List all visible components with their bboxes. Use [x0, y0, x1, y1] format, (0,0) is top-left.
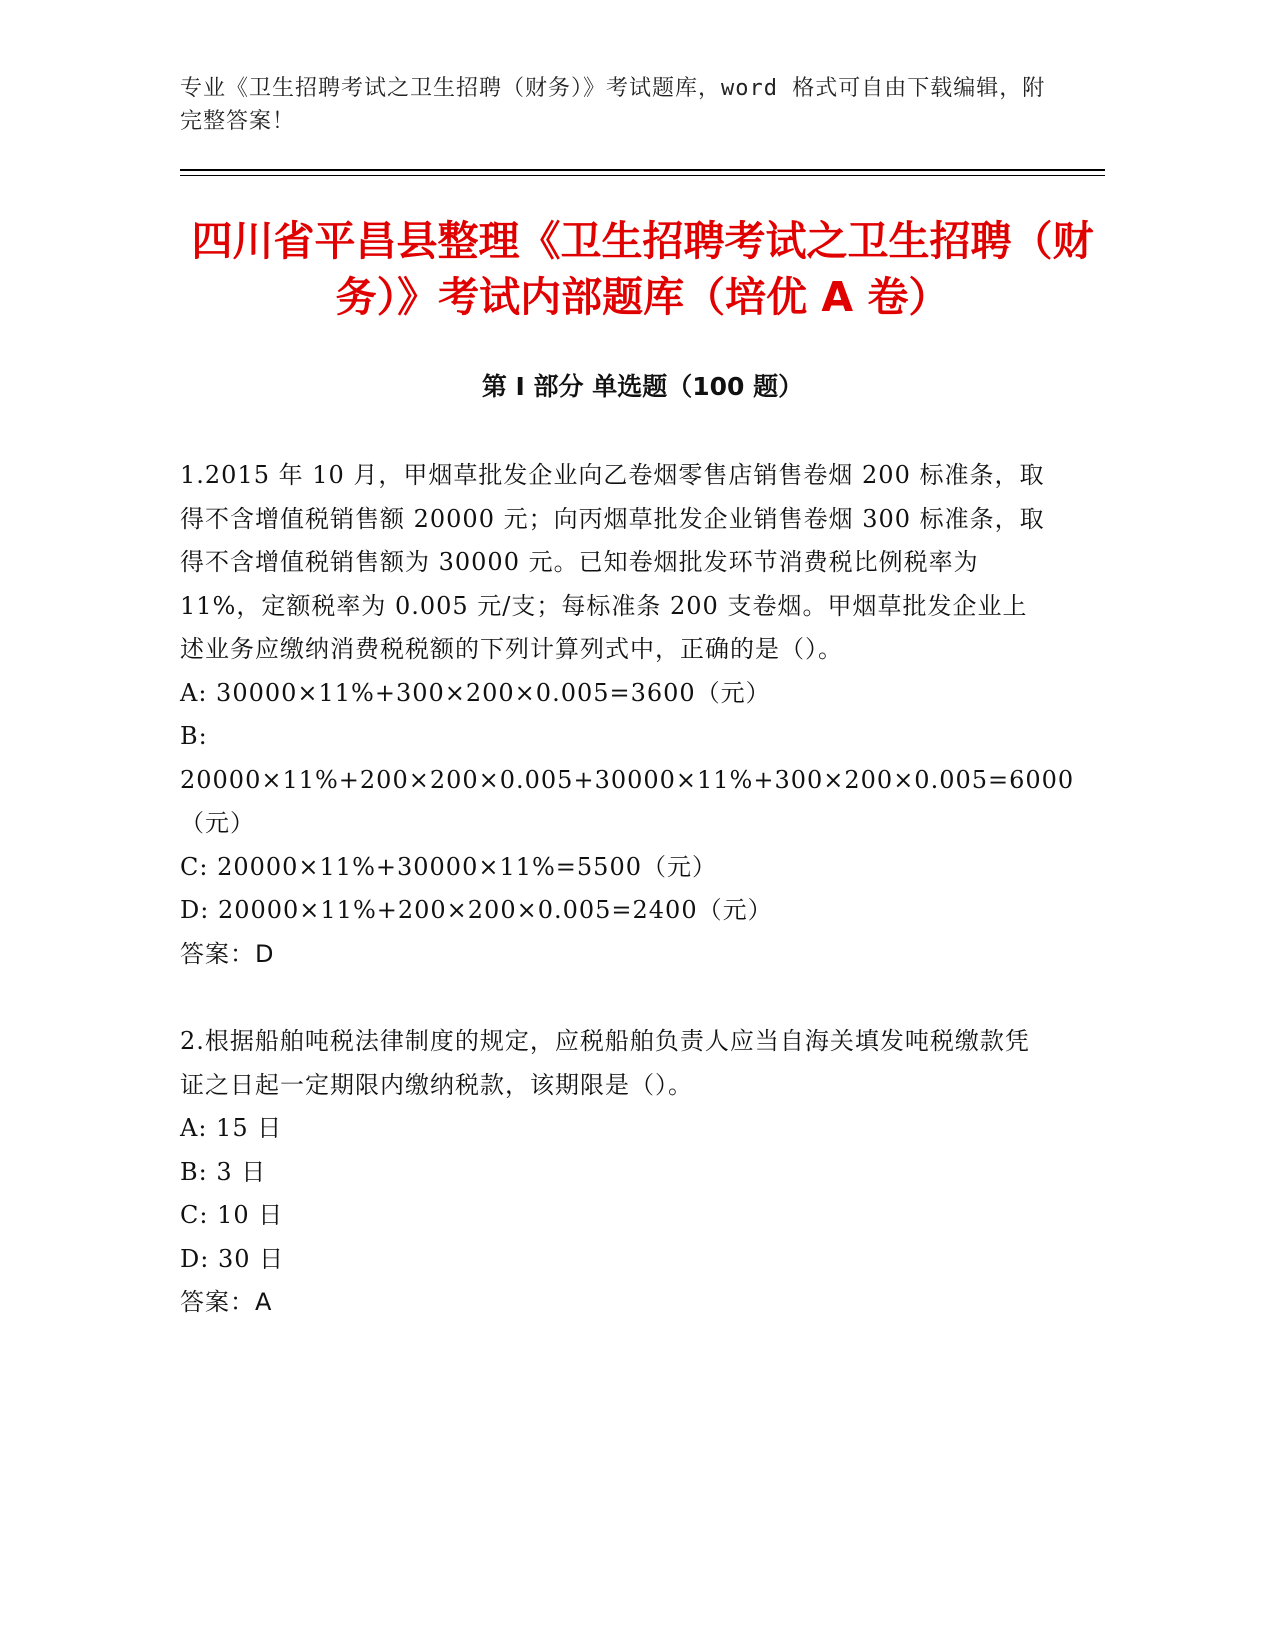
section-heading: 第 I 部分 单选题（100 题） — [481, 372, 804, 401]
option-a: A: 30000×11%+300×200×0.005=3600（元） — [180, 678, 771, 707]
option-c: C: 20000×11%+30000×11%=5500（元） — [180, 852, 717, 881]
header-divider-thick — [180, 169, 1105, 171]
question-stem: 2.根据船舶吨税法律制度的规定，应税船舶负责人应当自海关填发吨税缴款凭证之日起一定期限内缴纳税款，该期限是（）。 — [180, 1027, 1030, 1099]
option-a: A: 15 日 — [180, 1114, 283, 1142]
option-d: D: 30 日 — [180, 1244, 285, 1273]
question-2 — [180, 1020, 1050, 1325]
option-b: B: 20000×11%+200×200×0.005+30000×11%+300×200×0.005=6000（元） — [180, 722, 1075, 837]
option-d: D: 20000×11%+200×200×0.005=2400（元） — [180, 896, 773, 924]
document-title: 四川省平昌县整理《卫生招聘考试之卫生招聘（财务）》考试内部题库（培优 A 卷） — [191, 217, 1094, 321]
question-1 — [180, 454, 1075, 976]
question-stem: 1.2015 年 10 月，甲烟草批发企业向乙卷烟零售店销售卷烟 200 标准条，取得不含增值税销售额 20000 元；向丙烟草批发企业销售卷烟 300 标准条，取得不含增值税销售额为 30000 元。已知卷烟批发环节消费税比例税率为 11%，定额税率为 0.005 元/支；每标准条 200 支卷烟。甲烟草批发企业上述业务应缴纳消费税税额的下列计算列式中，正确的是（）。 — [180, 461, 1045, 663]
option-c: C: 10 日 — [180, 1201, 284, 1229]
option-b: B: 3 日 — [180, 1157, 267, 1186]
header-divider-thin — [180, 175, 1105, 176]
answer: 答案：A — [180, 1288, 273, 1316]
header-note: 专业《卫生招聘考试之卫生招聘（财务）》考试题库，word 格式可自由下载编辑，附完整答案！ — [180, 76, 1046, 134]
answer: 答案：D — [180, 939, 275, 968]
